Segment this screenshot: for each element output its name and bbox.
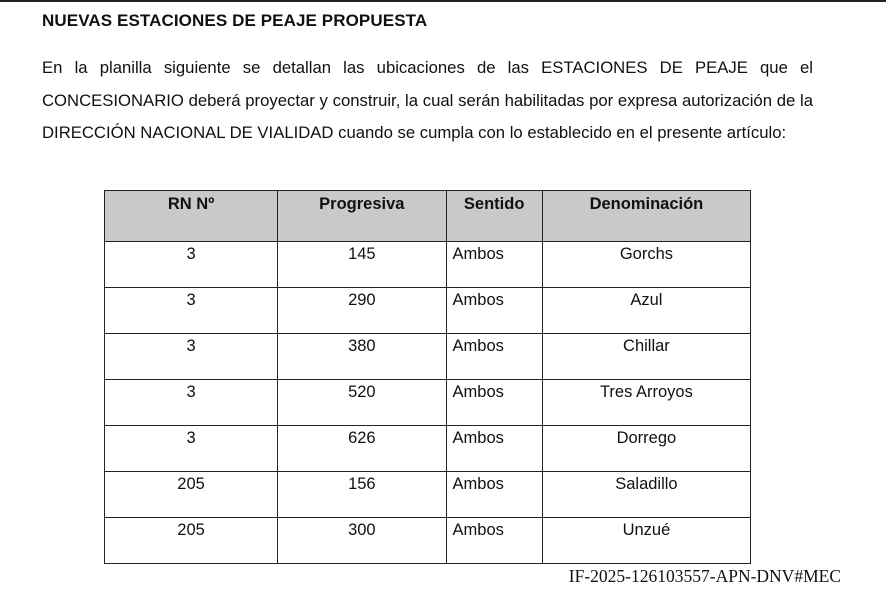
table-row — [105, 426, 751, 472]
cell-sentido: Ambos — [446, 334, 542, 380]
cell-sentido: Ambos — [446, 472, 542, 518]
table-row — [105, 518, 751, 564]
cell-denominacion: Azul — [542, 288, 750, 334]
column-header-sentido: Sentido — [446, 191, 542, 242]
cell-rn: 3 — [105, 426, 278, 472]
cell-denominacion: Gorchs — [542, 242, 750, 288]
cell-progresiva: 156 — [278, 472, 446, 518]
header-row — [105, 191, 751, 242]
cell-sentido: Ambos — [446, 242, 542, 288]
cell-denominacion: Dorrego — [542, 426, 750, 472]
document-id: IF-2025-126103557-APN-DNV#MEC — [568, 566, 841, 586]
table-row — [105, 242, 751, 288]
table-body — [105, 242, 751, 564]
cell-rn: 3 — [105, 288, 278, 334]
cell-sentido: Ambos — [446, 288, 542, 334]
cell-rn: 3 — [105, 380, 278, 426]
cell-denominacion: Saladillo — [542, 472, 750, 518]
table-row — [105, 288, 751, 334]
table-row — [105, 472, 751, 518]
top-divider — [0, 0, 886, 2]
cell-progresiva: 380 — [278, 334, 446, 380]
intro-paragraph: En la planilla siguiente se detallan las ubicaciones de las ESTACIONES DE PEAJE que el CONCESIONARIO deberá proyectar y construir, la cual serán habilitadas por expresa autorización de la DIRECCIÓN NACIONAL DE VIALIDAD cuando se cumpla con lo establecido en el presente artículo: — [42, 58, 813, 142]
cell-progresiva: 520 — [278, 380, 446, 426]
cell-progresiva: 300 — [278, 518, 446, 564]
cell-rn: 205 — [105, 518, 278, 564]
cell-sentido: Ambos — [446, 518, 542, 564]
cell-denominacion: Tres Arroyos — [542, 380, 750, 426]
column-header-progresiva: Progresiva — [278, 191, 446, 242]
table-header — [105, 191, 751, 242]
toll-stations-table — [104, 190, 751, 564]
cell-denominacion: Chillar — [542, 334, 750, 380]
column-header-rn: RN Nº — [105, 191, 278, 242]
cell-sentido: Ambos — [446, 426, 542, 472]
cell-denominacion: Unzué — [542, 518, 750, 564]
table-row — [105, 380, 751, 426]
cell-sentido: Ambos — [446, 380, 542, 426]
column-header-denominacion: Denominación — [542, 191, 750, 242]
cell-progresiva: 626 — [278, 426, 446, 472]
document-title: NUEVAS ESTACIONES DE PEAJE PROPUESTA — [42, 11, 428, 30]
cell-rn: 3 — [105, 334, 278, 380]
cell-rn: 205 — [105, 472, 278, 518]
cell-progresiva: 145 — [278, 242, 446, 288]
table-row — [105, 334, 751, 380]
cell-progresiva: 290 — [278, 288, 446, 334]
cell-rn: 3 — [105, 242, 278, 288]
